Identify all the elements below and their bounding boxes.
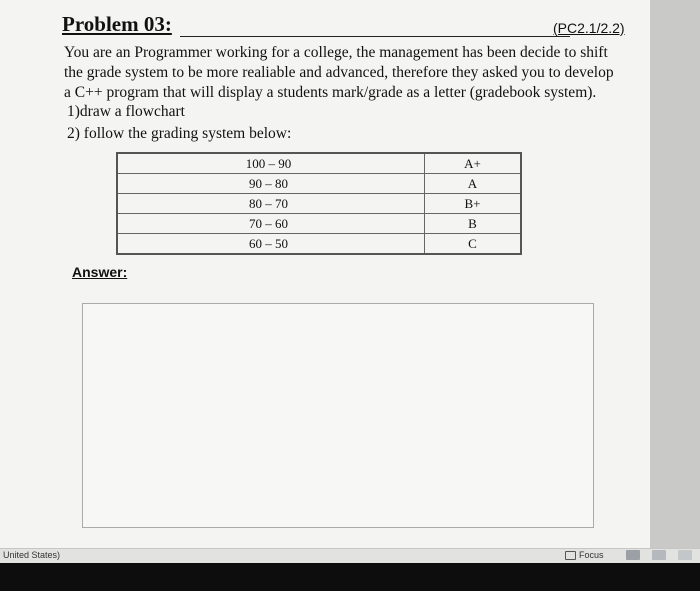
description-line: a C++ program that will display a students mark/grade as a letter (gradebook system). bbox=[64, 84, 597, 101]
description-line: the grade system to be more realiable and advanced, therefore they asked you to develop bbox=[64, 64, 614, 81]
grading-table bbox=[116, 152, 522, 255]
grade-range-cell: 80 – 70 bbox=[117, 194, 425, 214]
grade-letter-cell: A+ bbox=[425, 153, 522, 174]
table-row bbox=[117, 214, 521, 234]
read-mode-view-icon[interactable] bbox=[678, 550, 692, 560]
grade-range-cell: 70 – 60 bbox=[117, 214, 425, 234]
language-status[interactable]: United States) bbox=[3, 550, 61, 560]
print-layout-view-icon[interactable] bbox=[626, 550, 640, 560]
table-row bbox=[117, 194, 521, 214]
grade-range-cell: 100 – 90 bbox=[117, 153, 425, 174]
grade-letter-cell: C bbox=[425, 234, 522, 255]
focus-button[interactable] bbox=[565, 550, 604, 560]
page-gutter bbox=[650, 0, 700, 548]
web-layout-view-icon[interactable] bbox=[652, 550, 666, 560]
grade-letter-cell: A bbox=[425, 174, 522, 194]
table-row bbox=[117, 174, 521, 194]
title-underline-rule bbox=[180, 36, 570, 37]
focus-label: Focus bbox=[579, 550, 604, 560]
problem-title: Problem 03: bbox=[62, 12, 172, 36]
table-row bbox=[117, 234, 521, 255]
answer-label: Answer: bbox=[72, 264, 128, 280]
focus-icon bbox=[565, 551, 576, 560]
grade-range-cell: 60 – 50 bbox=[117, 234, 425, 255]
table-row bbox=[117, 153, 521, 174]
problem-description bbox=[64, 43, 634, 103]
status-bar bbox=[0, 548, 700, 563]
grade-range-cell: 90 – 80 bbox=[117, 174, 425, 194]
task-item-grading: 2) follow the grading system below: bbox=[67, 125, 292, 142]
task-item-flowchart: 1)draw a flowchart bbox=[67, 103, 185, 120]
answer-box[interactable] bbox=[82, 303, 594, 528]
grade-letter-cell: B+ bbox=[425, 194, 522, 214]
grade-letter-cell: B bbox=[425, 214, 522, 234]
description-line: You are an Programmer working for a college, the management has been decide to shift bbox=[64, 44, 608, 61]
screen-bezel bbox=[0, 563, 700, 591]
problem-code: (PC2.1/2.2) bbox=[553, 20, 625, 36]
